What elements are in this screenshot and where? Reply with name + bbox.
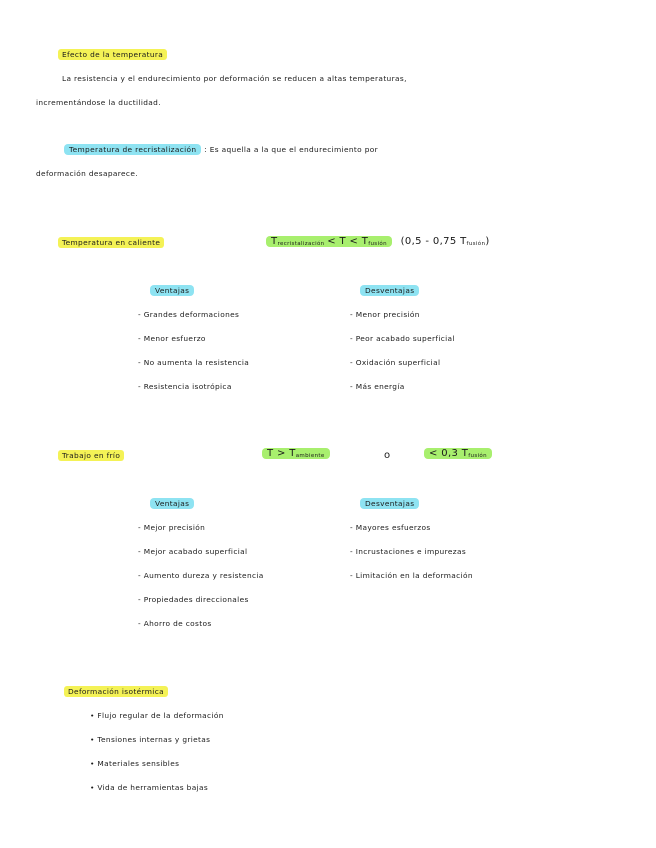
hot-working-formula <box>266 237 490 248</box>
cold-advantage-4: - Propiedades direccionales <box>138 595 249 604</box>
isothermal-item-1: • Flujo regular de la deformación <box>90 711 224 720</box>
section-title-text: Efecto de la temperatura <box>58 49 167 60</box>
hot-working-range: $T_{recristalización} < T < T_{fusión}$ <box>266 236 392 247</box>
cold-working-title <box>58 452 124 459</box>
cold-advantage-1: - Mejor precisión <box>138 523 206 532</box>
isothermal-title-text: Deformación isotérmica <box>64 686 168 697</box>
hot-advantage-2: - Menor esfuerzo <box>138 334 206 343</box>
isothermal-item-2: • Tensiones internas y grietas <box>90 735 211 744</box>
hot-working-title <box>58 239 164 246</box>
cold-disadvantages-label <box>360 500 419 507</box>
section-title-temperature-effect <box>58 51 167 58</box>
cold-advantages-label-text: Ventajas <box>150 498 194 509</box>
hot-disadvantage-4: - Más energía <box>350 382 405 391</box>
temperature-effect-line-1: La resistencia y el endurecimiento por deformación se reducen a altas temperaturas, <box>62 74 407 83</box>
cold-working-title-text: Trabajo en frío <box>58 450 124 461</box>
temperature-effect-line-2: incrementándose la ductilidad. <box>36 98 161 107</box>
hot-advantage-4: - Resistencia isotrópica <box>138 382 232 391</box>
cold-disadvantage-1: - Mayores esfuerzos <box>350 523 431 532</box>
cold-advantage-3: - Aumento dureza y resistencia <box>138 571 264 580</box>
recrystallization-definition-line-2: deformación desaparece. <box>36 169 138 178</box>
recrystallization-term: Temperatura de recristalización <box>64 144 201 155</box>
hot-advantage-3: - No aumenta la resistencia <box>138 358 250 367</box>
hot-disadvantage-3: - Oxidación superficial <box>350 358 441 367</box>
recrystallization-definition: : Es aquella a la que el endurecimiento por <box>204 145 379 154</box>
cold-working-fusion: < 0,3 $T_{fusión}$ <box>424 448 492 459</box>
cold-working-formula-2 <box>424 449 492 460</box>
recrystallization-definition-line-1 <box>64 146 378 153</box>
hot-advantages-label <box>150 287 194 294</box>
hot-advantage-1: - Grandes deformaciones <box>138 310 240 319</box>
cold-advantage-2: - Mejor acabado superficial <box>138 547 248 556</box>
cold-working-or: o <box>384 450 391 461</box>
hot-advantages-label-text: Ventajas <box>150 285 194 296</box>
hot-disadvantages-label-text: Desventajas <box>360 285 419 296</box>
hot-disadvantage-1: - Menor precisión <box>350 310 420 319</box>
cold-advantage-5: - Ahorro de costos <box>138 619 212 628</box>
hot-disadvantages-label <box>360 287 419 294</box>
hot-working-title-text: Temperatura en caliente <box>58 237 164 248</box>
isothermal-item-4: • Vida de herramientas bajas <box>90 783 209 792</box>
cold-disadvantage-3: - Limitación en la deformación <box>350 571 473 580</box>
isothermal-item-3: • Materiales sensibles <box>90 759 180 768</box>
isothermal-title <box>64 688 168 695</box>
hot-working-range-paren: (0,5 - 0,75 $T_{fusión}$) <box>400 236 490 247</box>
cold-disadvantages-label-text: Desventajas <box>360 498 419 509</box>
cold-advantages-label <box>150 500 194 507</box>
cold-working-ambient: $T > T_{ambiente}$ <box>262 448 330 459</box>
hot-disadvantage-2: - Peor acabado superficial <box>350 334 455 343</box>
cold-working-formula-1 <box>262 449 330 460</box>
cold-disadvantage-2: - Incrustaciones e impurezas <box>350 547 467 556</box>
